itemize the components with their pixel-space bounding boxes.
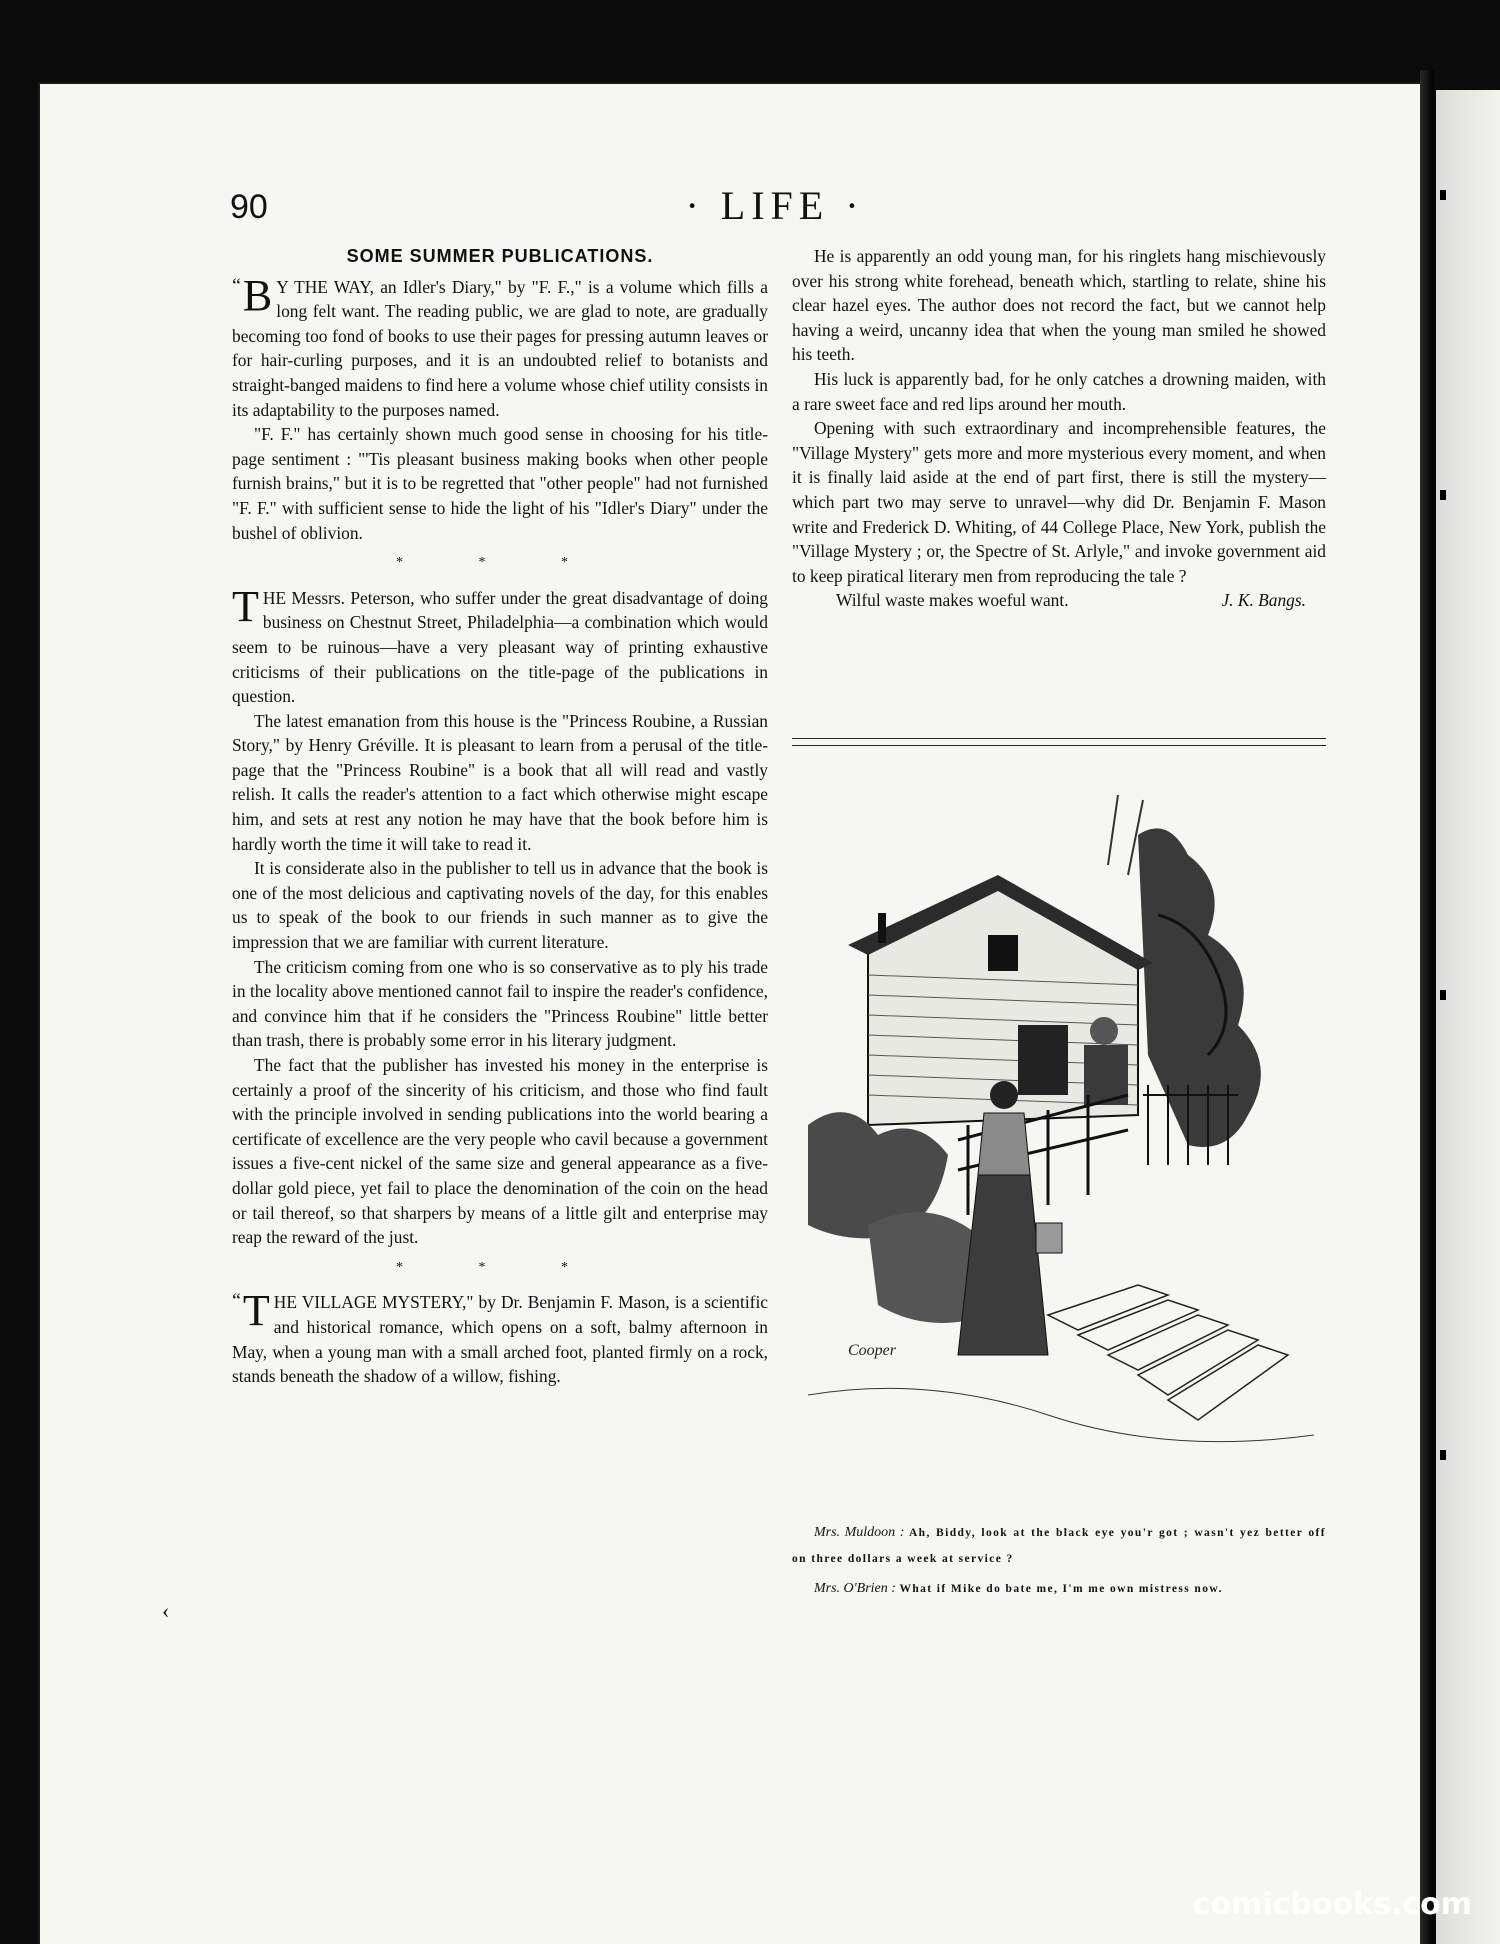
open-quote: “: [232, 274, 241, 297]
paragraph: He is apparently an odd young man, for his ringlets hang mischievously over his strong white forehead, beneath which, startling to relate, shine his clear hazel eyes. The author does not record the fact, but we cannot help having a weird, uncanny idea that when the young man smiled he showed his teeth.: [792, 246, 1326, 365]
drop-cap: T: [232, 581, 259, 631]
caption-text: Ah, Biddy, look at the black eye you'r got ; wasn't yez better off on three dollars a week at service ?: [792, 1527, 1327, 1565]
paragraph: The fact that the publisher has invested his money in the enterprise is certainly a proof of the sincerity of his criticism, and those who find fault with the principle involved in sending publications into the world bearing a certificate of excellence are the very people who cavil because a government issues a five-cent nickel of the same size and general appearance as a five-dollar gold piece, yet fail to place the denomination of the coin on the head or tail thereof, so that sharpers by means of a little gilt and enterprise may reap the reward of the just.: [232, 1055, 768, 1248]
watermark: comicbooks.com: [1192, 1887, 1472, 1922]
cartoon-caption: [792, 1520, 1326, 1606]
section-divider: * * *: [396, 555, 604, 571]
paragraph: [232, 270, 768, 423]
double-rule-divider: [792, 738, 1326, 746]
caption-speaker: Mrs. Muldoon :: [814, 1525, 905, 1540]
caption-line: [792, 1520, 1326, 1572]
paragraph: His luck is apparently bad, for he only catches a drowning maiden, with a rare sweet face and red lips around her mouth.: [792, 368, 1326, 414]
paragraph-text: Y THE WAY, an Idler's Diary," by "F. F.," is a volume which fills a long felt want. The reading public, we are glad to note, are gradually becoming too fond of books to use their pages for pressing autumn leaves or for hair-curling purposes, and it is an undoubted relief to botanists and straight-banged maidens to find here a volume whose chief utility consists in its adaptability to the purposes named.: [232, 276, 768, 420]
page-header: [0, 182, 1500, 232]
paragraph: [232, 581, 768, 709]
cartoon-illustration: [808, 795, 1314, 1495]
paragraph-text: HE Messrs. Peterson, who suffer under the great disadvantage of doing business on Chestnut Street, Philadelphia—a combination which would seem to be ruinous—have a very pleasant way of printing exhaustive criticisms of their publications on the title-page of the publications in question.: [232, 587, 768, 707]
caption-speaker: Mrs. O'Brien :: [814, 1581, 896, 1596]
drop-cap: B: [242, 270, 273, 320]
masthead: · LIFE ·: [685, 183, 865, 228]
article-title: SOME SUMMER PUBLICATIONS.: [346, 246, 654, 266]
paragraph: It is considerate also in the publisher to tell us in advance that the book is one of the most delicious and captivating novels of the day, for this enables us to speak of the book to our friends in such manner as to give the impression that we are familiar with current literature.: [232, 858, 768, 953]
paragraph: "F. F." has certainly shown much good sense in choosing for his title-page sentiment : "'Tis pleasant business making books when other people furnish brains," but it is to be regretted that "other people" had not furnished "F. F." with sufficient sense to hide the light of his "Idler's Diary" under the bushel of oblivion.: [232, 424, 768, 543]
right-column: [792, 244, 1326, 613]
left-column: [232, 244, 768, 1389]
paragraph-text: HE VILLAGE MYSTERY," by Dr. Benjamin F. Mason, is a scientific and historical romance, which opens on a soft, balmy afternoon in May, when a young man with a small arched foot, planted firmly on a rock, stands beneath the shadow of a willow, fishing.: [232, 1292, 768, 1387]
author-signature: J. K. Bangs.: [1221, 590, 1306, 611]
open-quote: “: [232, 1290, 241, 1313]
caption-text: What if Mike do bate me, I'm me own mistress now.: [899, 1583, 1223, 1595]
paragraph: Opening with such extraordinary and incomprehensible features, the "Village Mystery" gets more and more mysterious every moment, and when it is finally laid aside at the end of part first, there is still the mystery—which part two may serve to unravel—why did Dr. Benjamin F. Mason write and Frederick D. Whiting, of 44 College Place, New York, publish the "Village Mystery ; or, the Spectre of St. Arlyle," and invoke government aid to keep piratical literary men from reproducing the tale ?: [792, 418, 1326, 586]
artist-signature: Cooper: [848, 1342, 896, 1359]
closing-line: [792, 588, 1326, 613]
facing-page-edge: [1436, 90, 1500, 1944]
paragraph: The latest emanation from this house is the "Princess Roubine, a Russian Story," by Henry Gréville. It is pleasant to learn from a perusal of the title-page that the "Princess Roubine" is a book that all will read and vastly relish. It calls the reader's attention to a fact which otherwise might escape him, and sets at rest any notion he may have that the book before him is hardly worth the time it will take to read it.: [232, 710, 768, 854]
paragraph: [232, 1286, 768, 1388]
caption-line: [792, 1576, 1326, 1602]
book-spine: [1420, 70, 1434, 1944]
drop-cap: T: [242, 1286, 270, 1336]
closing-text: Wilful waste makes woeful want.: [836, 590, 1069, 611]
paragraph: The criticism coming from one who is so conservative as to ply his trade in the locality above mentioned cannot fail to inspire the reader's confidence, and convince him that if he considers the "Princess Roubine" little better than trash, there is probably some error in his literary judgment.: [232, 956, 768, 1051]
margin-mark: ‹: [162, 1598, 170, 1623]
page-number: 90: [230, 188, 268, 226]
section-divider: * * *: [396, 1259, 604, 1275]
